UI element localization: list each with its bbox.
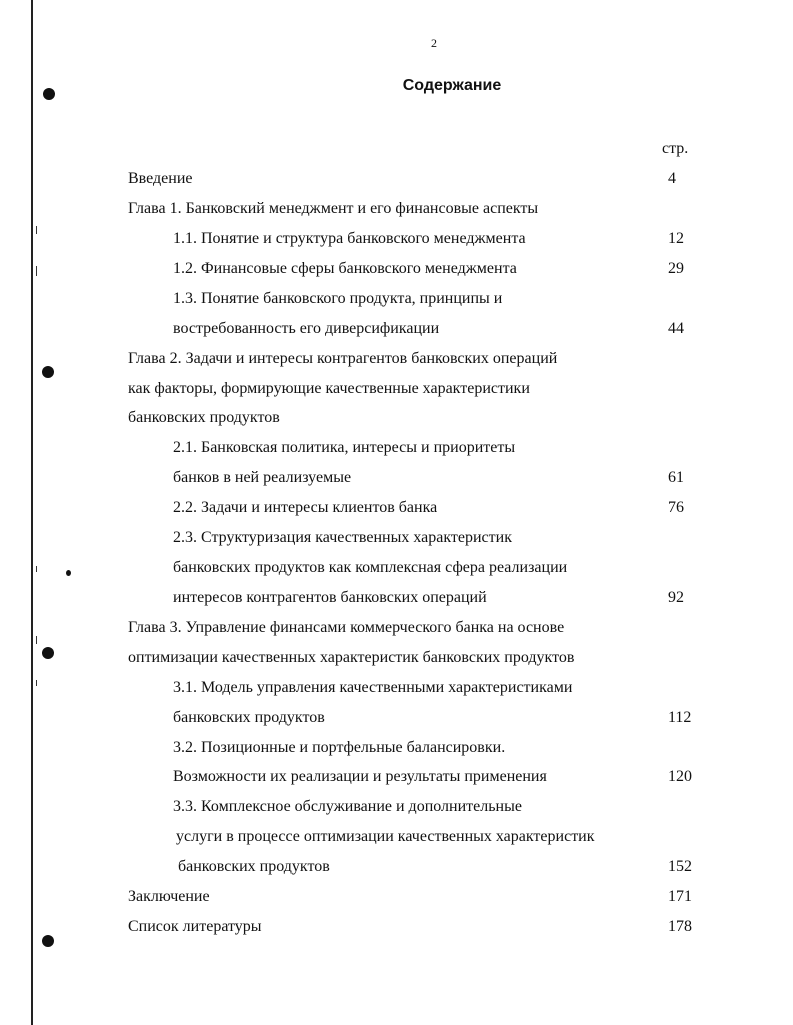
toc-entry-section-2-3 bbox=[0, 529, 793, 559]
toc-entry-text: 2.1. Банковская политика, интересы и приоритеты bbox=[173, 439, 516, 456]
toc-entry-section-1-2 bbox=[0, 260, 793, 290]
toc-entry-page: 61 bbox=[668, 469, 684, 486]
toc-entry-section-3-3 bbox=[0, 798, 793, 828]
toc-entry-section-3-1 bbox=[0, 679, 793, 709]
toc-entry-text: 2.2. Задачи и интересы клиентов банка bbox=[173, 499, 438, 516]
toc-entry-chapter-3-cont bbox=[0, 649, 793, 679]
toc-entry-text: интересов контрагентов банковских операций bbox=[173, 589, 487, 606]
toc-entry-page: 112 bbox=[668, 709, 692, 726]
toc-entry-page: 178 bbox=[668, 918, 692, 935]
toc-entry-text: Глава 1. Банковский менеджмент и его финансовые аспекты bbox=[128, 200, 539, 217]
toc-entry-chapter-2-cont bbox=[0, 409, 793, 439]
toc-entry-page: 12 bbox=[668, 230, 684, 247]
toc-entry-text: банков в ней реализуемые bbox=[173, 469, 352, 486]
toc-entry-text: 2.3. Структуризация качественных характеристик bbox=[173, 529, 512, 546]
toc-entry-chapter-2 bbox=[0, 350, 793, 380]
toc-entry-page: 152 bbox=[668, 858, 692, 875]
toc-entry-section-1-1 bbox=[0, 230, 793, 260]
toc-entry-bibliography bbox=[0, 918, 793, 948]
toc-entry-text: 1.2. Финансовые сферы банковского менеджмента bbox=[173, 260, 517, 277]
toc-entry-text: Глава 3. Управление финансами коммерческого банка на основе bbox=[128, 619, 565, 636]
toc-entry-text: 3.3. Комплексное обслуживание и дополнительные bbox=[173, 798, 522, 815]
toc-entry-text: Глава 2. Задачи и интересы контрагентов банковских операций bbox=[128, 350, 558, 367]
toc-entry-text: банковских продуктов bbox=[178, 858, 330, 875]
toc-entry-text: банковских продуктов как комплексная сфера реализации bbox=[173, 559, 568, 576]
toc-entry-page: 92 bbox=[668, 589, 684, 606]
toc-entry-page: 4 bbox=[668, 170, 676, 187]
toc-entry-section-2-3-cont bbox=[0, 589, 793, 619]
page-title: Содержание bbox=[402, 77, 502, 94]
toc-entry-section-3-1-cont bbox=[0, 709, 793, 739]
toc-entry-text: услуги в процессе оптимизации качественных характеристик bbox=[176, 828, 595, 845]
toc-entry-page: 76 bbox=[668, 499, 684, 516]
toc-entry-text: Возможности их реализации и результаты применения bbox=[173, 768, 547, 785]
toc-entry-text: Введение bbox=[128, 170, 193, 187]
page-number: 2 bbox=[431, 36, 437, 50]
toc-entry-section-2-1-cont bbox=[0, 469, 793, 499]
toc-entry-page: 120 bbox=[668, 768, 692, 785]
toc-entry-text: Список литературы bbox=[128, 918, 262, 935]
toc-entry-text: 3.1. Модель управления качественными характеристиками bbox=[173, 679, 573, 696]
page-column-label: стр. bbox=[662, 140, 689, 157]
toc-entry-text: банковских продуктов bbox=[128, 409, 280, 426]
toc-entry-page: 29 bbox=[668, 260, 684, 277]
toc-entry-section-2-3-cont bbox=[0, 559, 793, 589]
toc-entry-text: 3.2. Позиционные и портфельные балансировки. bbox=[173, 739, 506, 756]
toc-entry-text: Заключение bbox=[128, 888, 210, 905]
toc-entry-chapter-1 bbox=[0, 200, 793, 230]
toc-entry-page: 171 bbox=[668, 888, 692, 905]
toc-entry-section-3-2 bbox=[0, 739, 793, 769]
toc-entry-section-2-1 bbox=[0, 439, 793, 469]
toc-entry-text: 1.1. Понятие и структура банковского менеджмента bbox=[173, 230, 526, 247]
toc-entry-section-2-2 bbox=[0, 499, 793, 529]
toc-entry-text: 1.3. Понятие банковского продукта, принципы и bbox=[173, 290, 503, 307]
toc-entry-page: 44 bbox=[668, 320, 684, 337]
toc-entry-conclusion bbox=[0, 888, 793, 918]
toc-entry-introduction bbox=[0, 170, 793, 200]
toc-entry-chapter-3 bbox=[0, 619, 793, 649]
toc-entry-section-1-3-cont bbox=[0, 320, 793, 350]
toc-entry-section-3-2-cont bbox=[0, 768, 793, 798]
toc-entry-text: банковских продуктов bbox=[173, 709, 325, 726]
toc-entry-section-3-3-cont bbox=[0, 858, 793, 888]
toc-entry-text: востребованность его диверсификации bbox=[173, 320, 440, 337]
toc-entry-section-1-3 bbox=[0, 290, 793, 320]
toc-entry-section-3-3-cont bbox=[0, 828, 793, 858]
toc-entry-text: оптимизации качественных характеристик банковских продуктов bbox=[128, 649, 575, 666]
toc-entry-chapter-2-cont bbox=[0, 380, 793, 410]
toc-entry-text: как факторы, формирующие качественные характеристики bbox=[128, 380, 530, 397]
